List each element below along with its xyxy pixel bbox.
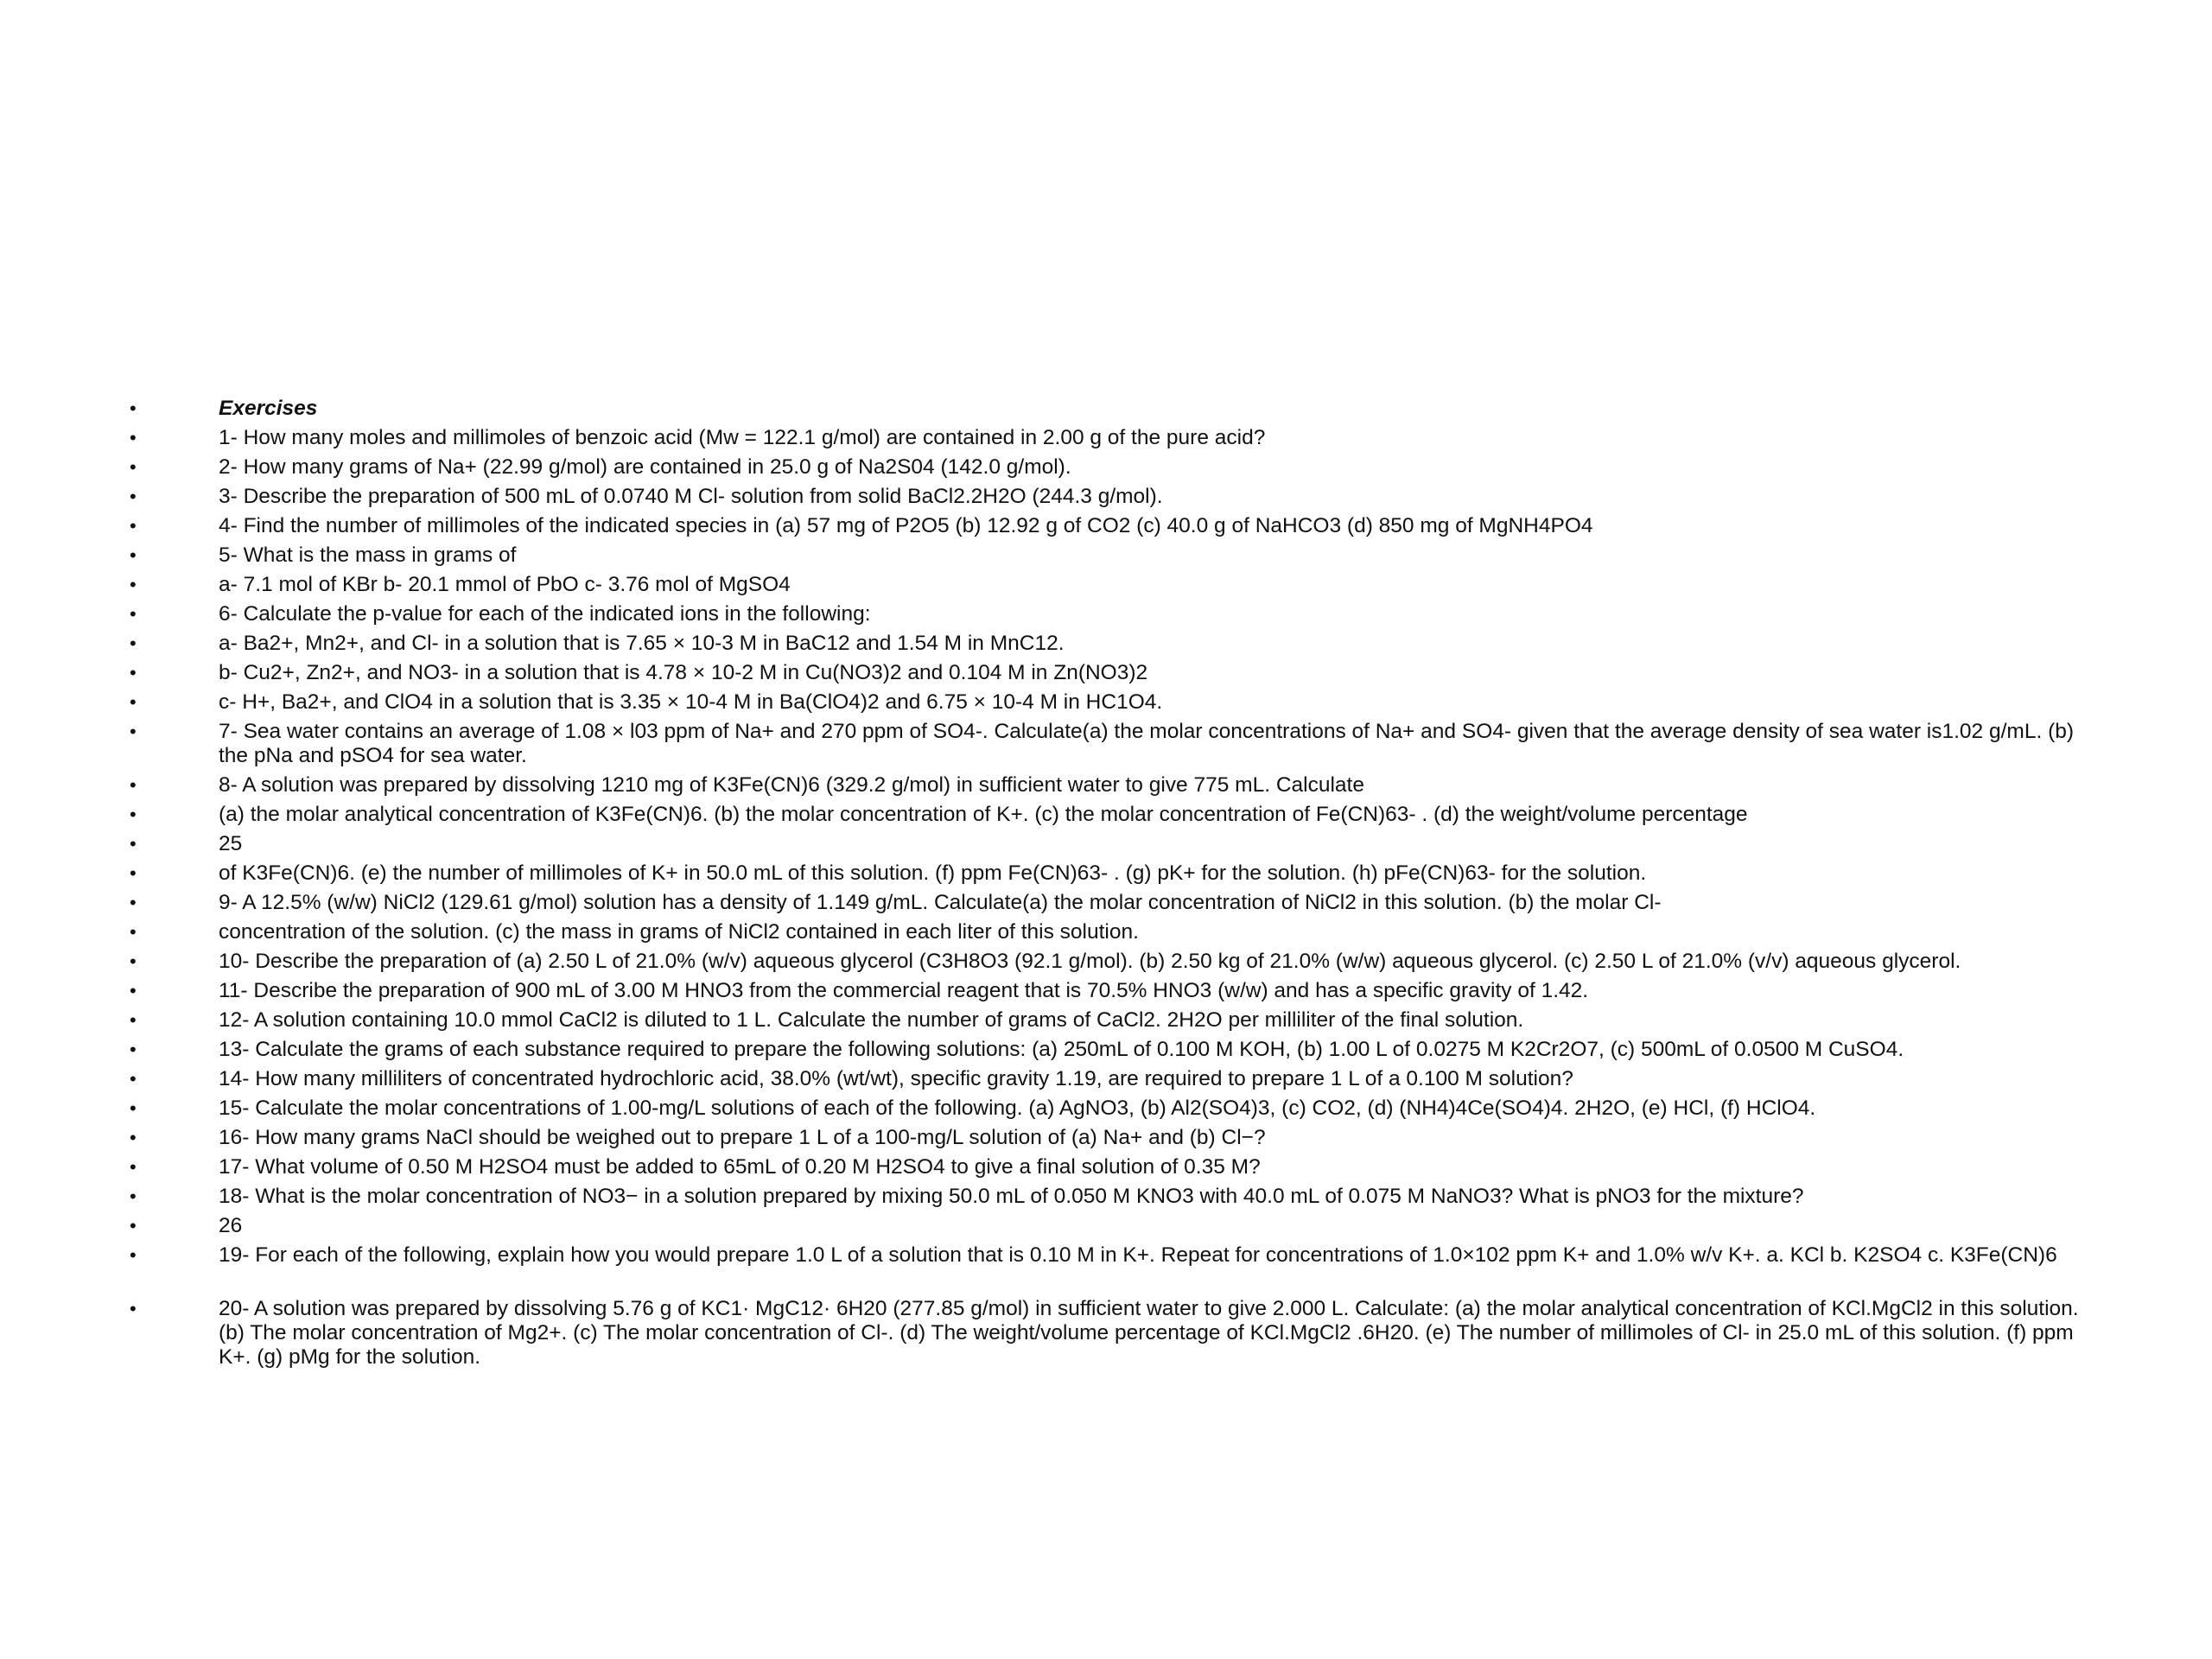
list-item bbox=[130, 891, 2108, 920]
bullet-marker: • bbox=[130, 1185, 137, 1207]
list-item bbox=[130, 920, 2108, 950]
bullet-marker: • bbox=[130, 397, 137, 419]
list-item-text: a- Ba2+, Mn2+, and Cl- in a solution that is 7.65 × 10-3 M in BaC12 and 1.54 M in MnC12. bbox=[219, 632, 1065, 655]
list-item-text: 11- Describe the preparation of 900 mL of 3.00 M HNO3 from the commercial reagent that is 70.5% HNO3 (w/w) and has a specific gravity of 1.42. bbox=[219, 979, 1589, 1002]
list-item-text: 16- How many grams NaCl should be weighed out to prepare 1 L of a 100-mg/L solution of (a) Na+ and (b) Cl−? bbox=[219, 1126, 1266, 1149]
bullet-marker: • bbox=[130, 1298, 137, 1319]
list-item-text: 13- Calculate the grams of each substance required to prepare the following solutions: (a) 250mL of 0.100 M KOH, (b) 1.00 L of 0.0275 M K2Cr2O7, (c) 500mL of 0.0500 M CuSO4. bbox=[219, 1038, 1904, 1061]
bullet-marker: • bbox=[130, 427, 137, 448]
list-item-text: of K3Fe(CN)6. (e) the number of millimoles of K+ in 50.0 mL of this solution. (f) ppm Fe(CN)63- . (g) pK+ for the solution. (h) pFe(CN)63- for the solution. bbox=[219, 861, 1647, 885]
list-item bbox=[130, 1126, 2108, 1155]
bullet-marker: • bbox=[130, 950, 137, 972]
bullet-marker: • bbox=[130, 1244, 137, 1266]
bullet-marker: • bbox=[130, 1039, 137, 1060]
bullet-marker: • bbox=[130, 544, 137, 566]
list-item-text: 7- Sea water contains an average of 1.08 × l03 ppm of Na+ and 270 ppm of SO4-. Calculate(a) the molar concentrations of Na+ and SO4- given that the average density of sea water is1.02 g/mL. (b) the pNa and pSO4 for sea water. bbox=[219, 720, 2075, 767]
bullet-marker: • bbox=[130, 691, 137, 713]
list-item-text: 2- How many grams of Na+ (22.99 g/mol) are contained in 25.0 g of Na2S04 (142.0 g/mol). bbox=[219, 455, 1071, 479]
bullet-marker: • bbox=[130, 1215, 137, 1236]
list-item-text: c- H+, Ba2+, and ClO4 in a solution that is 3.35 × 10-4 M in Ba(ClO4)2 and 6.75 × 10-4 M in HC1O4. bbox=[219, 690, 1163, 714]
bullet-marker: • bbox=[130, 862, 137, 884]
list-item bbox=[130, 1038, 2108, 1067]
list-item-text: 5- What is the mass in grams of bbox=[219, 543, 517, 567]
list-item bbox=[130, 773, 2108, 803]
bullet-marker: • bbox=[130, 1097, 137, 1119]
list-item bbox=[130, 426, 2108, 455]
bullet-marker: • bbox=[130, 603, 137, 625]
page-number-text: 26 bbox=[219, 1214, 243, 1237]
list-item-text: 9- A 12.5% (w/w) NiCl2 (129.61 g/mol) solution has a density of 1.149 g/mL. Calculate(a) the molar concentration of NiCl2 in this solution. (b) the molar Cl- bbox=[219, 891, 1662, 914]
heading-text: Exercises bbox=[219, 397, 318, 420]
list-item-text: 8- A solution was prepared by dissolving 1210 mg of K3Fe(CN)6 (329.2 g/mol) in sufficient water to give 775 mL. Calculate bbox=[219, 773, 1364, 797]
list-item bbox=[130, 1155, 2108, 1185]
bullet-marker: • bbox=[130, 1009, 137, 1031]
list-item bbox=[130, 602, 2108, 632]
bullet-marker: • bbox=[130, 804, 137, 825]
list-item-text: 15- Calculate the molar concentrations of 1.00-mg/L solutions of each of the following. (a) AgNO3, (b) Al2(SO4)3, (c) CO2, (d) (NH4)4Ce(SO4)4. 2H2O, (e) HCl, (f) HClO4. bbox=[219, 1096, 1816, 1120]
bullet-marker: • bbox=[130, 515, 137, 537]
bullet-marker: • bbox=[130, 1127, 137, 1148]
list-item bbox=[130, 485, 2108, 514]
list-item-text: 4- Find the number of millimoles of the indicated species in (a) 57 mg of P2O5 (b) 12.92 g of CO2 (c) 40.0 g of NaHCO3 (d) 850 mg of MgNH4PO4 bbox=[219, 514, 1593, 537]
bullet-marker: • bbox=[130, 892, 137, 913]
list-item bbox=[130, 1297, 2108, 1370]
list-item bbox=[130, 720, 2108, 773]
list-item-text: 10- Describe the preparation of (a) 2.50 L of 21.0% (w/v) aqueous glycerol (C3H8O3 (92.1 g/mol). (b) 2.50 kg of 21.0% (w/w) aqueous glycerol. (c) 2.50 L of 21.0% (v/v) aqueous glycerol. bbox=[219, 950, 1961, 973]
list-item bbox=[130, 950, 2108, 979]
page-number-text: 25 bbox=[219, 832, 243, 855]
list-item bbox=[130, 1185, 2108, 1214]
bullet-marker: • bbox=[130, 1068, 137, 1090]
list-item-text: 20- A solution was prepared by dissolving 5.76 g of KC1· MgC12· 6H20 (277.85 g/mol) in sufficient water to give 2.000 L. Calculate: (a) the molar analytical concentration of KCl.MgCl2 in this solution. (b) The molar concentration of Mg2+. (c) The molar concentration of Cl-. (d) The weight/volume percentage of KCl.MgCl2 .6H20. (e) The number of millimoles of Cl- in 25.0 mL of this solution. (f) ppm K+. (g) pMg for the solution. bbox=[219, 1297, 2079, 1369]
list-item bbox=[130, 514, 2108, 543]
page-number-item bbox=[130, 832, 2108, 861]
list-item bbox=[130, 661, 2108, 690]
list-item-text: (a) the molar analytical concentration of K3Fe(CN)6. (b) the molar concentration of K+. (c) the molar concentration of Fe(CN)63- . (d) the weight/volume percentage bbox=[219, 803, 1748, 826]
list-item bbox=[130, 1067, 2108, 1096]
list-item-text: 14- How many milliliters of concentrated hydrochloric acid, 38.0% (wt/wt), specific gravity 1.19, are required to prepare 1 L of a 0.100 M solution? bbox=[219, 1067, 1573, 1090]
list-item-text: 1- How many moles and millimoles of benzoic acid (Mw = 122.1 g/mol) are contained in 2.00 g of the pure acid? bbox=[219, 426, 1266, 449]
list-item-text: b- Cu2+, Zn2+, and NO3- in a solution that is 4.78 × 10-2 M in Cu(NO3)2 and 0.104 M in Zn(NO3)2 bbox=[219, 661, 1148, 684]
bullet-marker: • bbox=[130, 721, 137, 742]
list-item bbox=[130, 1243, 2108, 1297]
page-number-item bbox=[130, 1214, 2108, 1243]
list-item-text: 17- What volume of 0.50 M H2SO4 must be added to 65mL of 0.20 M H2SO4 to give a final solution of 0.35 M? bbox=[219, 1155, 1261, 1179]
list-item-text: a- 7.1 mol of KBr b- 20.1 mmol of PbO c- 3.76 mol of MgSO4 bbox=[219, 573, 791, 596]
bullet-marker: • bbox=[130, 921, 137, 943]
bullet-marker: • bbox=[130, 662, 137, 683]
list-item bbox=[130, 979, 2108, 1008]
bullet-marker: • bbox=[130, 980, 137, 1001]
list-item-text: 3- Describe the preparation of 500 mL of 0.0740 M Cl- solution from solid BaCl2.2H2O (244.3 g/mol). bbox=[219, 485, 1163, 508]
list-item bbox=[130, 803, 2108, 832]
bullet-marker: • bbox=[130, 456, 137, 478]
bullet-marker: • bbox=[130, 1156, 137, 1178]
list-item bbox=[130, 1008, 2108, 1038]
list-item-text: 12- A solution containing 10.0 mmol CaCl2 is diluted to 1 L. Calculate the number of grams of CaCl2. 2H2O per milliliter of the final solution. bbox=[219, 1008, 1524, 1032]
bullet-marker: • bbox=[130, 833, 137, 855]
bullet-marker: • bbox=[130, 774, 137, 796]
list-item-text: concentration of the solution. (c) the mass in grams of NiCl2 contained in each liter of this solution. bbox=[219, 920, 1139, 944]
list-item-text: 19- For each of the following, explain how you would prepare 1.0 L of a solution that is 0.10 M in K+. Repeat for concentrations of 1.0×102 ppm K+ and 1.0% w/v K+. a. KCl b. K2SO4 c. K3Fe(CN)6 bbox=[219, 1243, 2057, 1267]
list-item bbox=[130, 455, 2108, 485]
list-item bbox=[130, 861, 2108, 891]
bullet-marker: • bbox=[130, 486, 137, 507]
list-item bbox=[130, 690, 2108, 720]
list-item bbox=[130, 1096, 2108, 1126]
bullet-marker: • bbox=[130, 574, 137, 595]
exercise-list bbox=[130, 397, 2108, 1370]
list-item bbox=[130, 543, 2108, 573]
exercises-heading bbox=[130, 397, 2108, 426]
list-item bbox=[130, 573, 2108, 602]
list-item-text: 6- Calculate the p-value for each of the indicated ions in the following: bbox=[219, 602, 871, 626]
list-item bbox=[130, 632, 2108, 661]
bullet-marker: • bbox=[130, 632, 137, 654]
list-item-text: 18- What is the molar concentration of NO3− in a solution prepared by mixing 50.0 mL of 0.050 M KNO3 with 40.0 mL of 0.075 M NaNO3? What is pNO3 for the mixture? bbox=[219, 1185, 1804, 1208]
